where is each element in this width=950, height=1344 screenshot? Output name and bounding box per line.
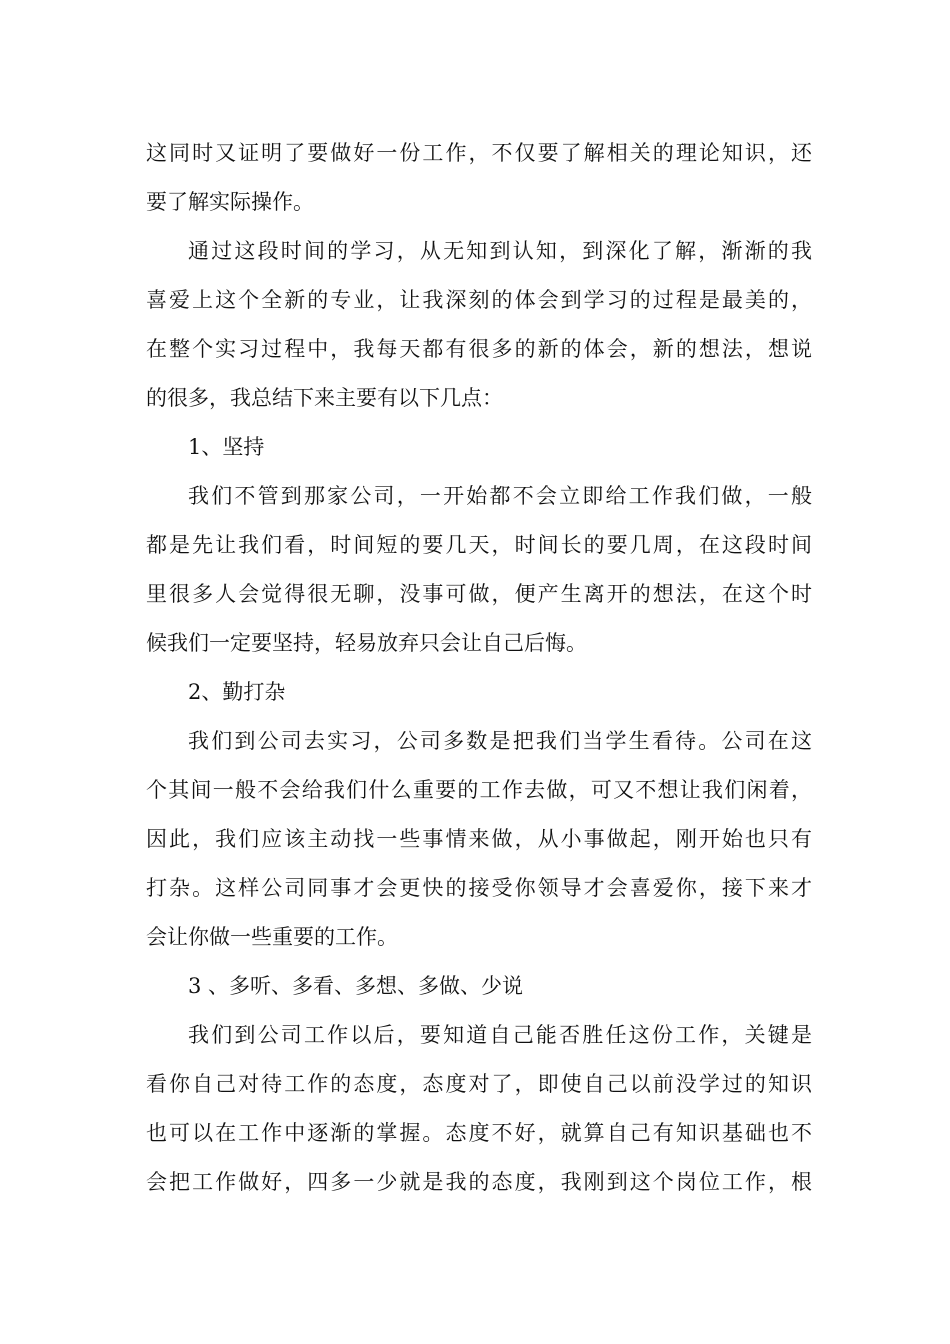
text-line: 2、勤打杂	[188, 680, 286, 704]
text-line: 这同时又证明了要做好一份工作，不仅要了解相关的理论知识，还	[146, 141, 812, 165]
text-line: 里很多人会觉得很无聊，没事可做，便产生离开的想法，在这个时	[146, 582, 812, 606]
text-line: 会把工作做好，四多一少就是我的态度，我刚到这个岗位工作，根	[146, 1170, 812, 1194]
text-line: 我们不管到那家公司，一开始都不会立即给工作我们做，一般	[188, 484, 812, 508]
text-line: 会让你做一些重要的工作。	[146, 925, 398, 949]
text-line: 打杂。这样公司同事才会更快的接受你领导才会喜爱你，接下来才	[146, 876, 812, 900]
text-line: 因此，我们应该主动找一些事情来做，从小事做起，刚开始也只有	[146, 827, 812, 851]
text-line: 我们到公司工作以后，要知道自己能否胜任这份工作，关键是	[188, 1023, 812, 1047]
text-line: 通过这段时间的学习，从无知到认知，到深化了解，渐渐的我	[188, 239, 812, 263]
text-line: 在整个实习过程中，我每天都有很多的新的体会，新的想法，想说	[146, 337, 812, 361]
text-line: 个其间一般不会给我们什么重要的工作去做，可又不想让我们闲着，	[146, 778, 812, 802]
text-line: 3 、多听、多看、多想、多做、少说	[188, 974, 524, 998]
text-line: 1、坚持	[188, 435, 265, 459]
text-line: 也可以在工作中逐渐的掌握。态度不好，就算自己有知识基础也不	[146, 1121, 812, 1145]
text-line: 的很多，我总结下来主要有以下几点：	[146, 386, 503, 410]
text-line: 要了解实际操作。	[146, 190, 314, 214]
text-line: 看你自己对待工作的态度，态度对了，即使自己以前没学过的知识	[146, 1072, 812, 1096]
body-text	[146, 129, 812, 1207]
text-line: 候我们一定要坚持，轻易放弃只会让自己后悔。	[146, 631, 587, 655]
text-line: 喜爱上这个全新的专业，让我深刻的体会到学习的过程是最美的，	[146, 288, 812, 312]
text-line: 我们到公司去实习，公司多数是把我们当学生看待。公司在这	[188, 729, 812, 753]
text-line: 都是先让我们看，时间短的要几天，时间长的要几周，在这段时间	[146, 533, 812, 557]
